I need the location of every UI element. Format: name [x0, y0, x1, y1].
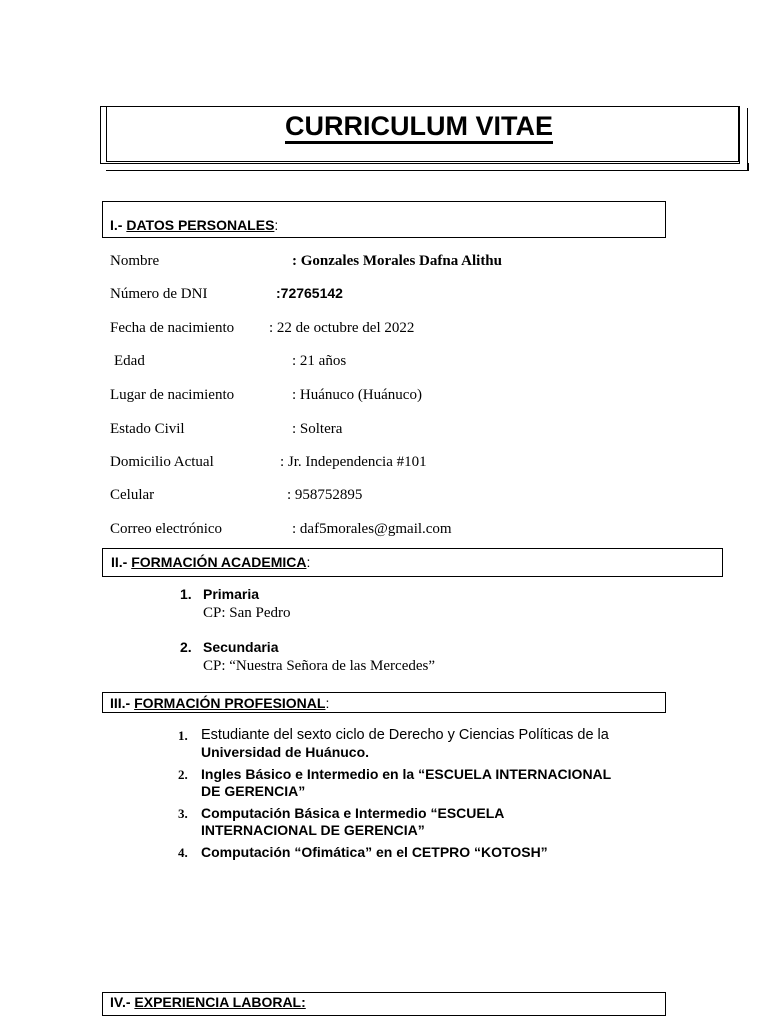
label-celular: Celular	[110, 487, 155, 503]
professional-item-text: Ingles Básico e Intermedio en la “ESCUELA INTERNACIONAL	[201, 766, 612, 782]
label-domicilio: Domicilio Actual	[110, 454, 214, 470]
section-header-personal: I.- DATOS PERSONALES:	[102, 201, 666, 238]
professional-item-text: DE GERENCIA”	[201, 783, 306, 799]
academic-item-detail: CP: “Nuestra Señora de las Mercedes”	[203, 658, 436, 674]
section-title: DATOS PERSONALES	[126, 217, 275, 233]
value-domicilio: : Jr. Independencia #101	[280, 454, 427, 470]
professional-item-text-bold: Universidad de Huánuco.	[201, 744, 370, 760]
section-number: II.-	[111, 554, 132, 570]
professional-item-number: 3.	[178, 806, 188, 821]
label-nombre: Nombre	[110, 253, 160, 269]
professional-item-text: Estudiante del sexto ciclo de Derecho y Ciencias Políticas de la	[201, 727, 609, 743]
value-edad: : 21 años	[292, 353, 347, 369]
section-title: FORMACIÓN PROFESIONAL	[134, 695, 326, 711]
label-dni: Número de DNI	[110, 286, 208, 302]
label-fecha-nacimiento: Fecha de nacimiento	[110, 320, 235, 336]
value-lugar-nacimiento: : Huánuco (Huánuco)	[292, 387, 422, 403]
professional-item-text: Computación Básica e Intermedio “ESCUELA	[201, 805, 505, 821]
professional-item-number: 4.	[178, 845, 188, 860]
professional-item-number: 1.	[178, 728, 188, 743]
professional-item-text: INTERNACIONAL DE GERENCIA”	[201, 822, 425, 838]
section-header-academic: II.- FORMACIÓN ACADEMICA:	[102, 548, 723, 577]
section-header-professional: III.- FORMACIÓN PROFESIONAL:	[102, 692, 666, 713]
section-title: EXPERIENCIA LABORAL:	[134, 994, 306, 1010]
professional-item-number: 2.	[178, 767, 188, 782]
value-estado-civil: : Soltera	[292, 421, 343, 437]
label-lugar-nacimiento: Lugar de nacimiento	[110, 387, 235, 403]
title-shadow-frame	[106, 163, 749, 171]
label-edad: Edad	[114, 353, 145, 369]
academic-item-number: 2.	[180, 639, 192, 655]
value-dni: :72765142	[276, 285, 343, 301]
section-number: III.-	[110, 695, 135, 711]
value-correo: : daf5morales@gmail.com	[292, 521, 452, 537]
section-header-experience	[102, 992, 666, 1016]
value-nombre: : Gonzales Morales Dafna Alithu	[292, 253, 502, 269]
academic-item-detail: CP: San Pedro	[203, 605, 291, 621]
label-correo: Correo electrónico	[110, 521, 223, 537]
section-number: I.-	[110, 217, 127, 233]
value-fecha-nacimiento: : 22 de octubre del 2022	[269, 320, 415, 336]
academic-item-number: 1.	[180, 586, 192, 602]
title-shadow-frame-side	[740, 108, 748, 170]
label-estado-civil: Estado Civil	[110, 421, 185, 437]
section-number: IV.-	[110, 994, 135, 1010]
academic-item-title: Secundaria	[203, 639, 279, 655]
value-celular: : 958752895	[287, 487, 363, 503]
section-title: FORMACIÓN ACADEMICA	[131, 554, 307, 570]
professional-item-text: Computación “Ofimática” en el CETPRO “KOTOSH”	[201, 844, 548, 860]
academic-item-title: Primaria	[203, 586, 260, 602]
document-title: CURRICULUM VITAE	[100, 106, 738, 146]
